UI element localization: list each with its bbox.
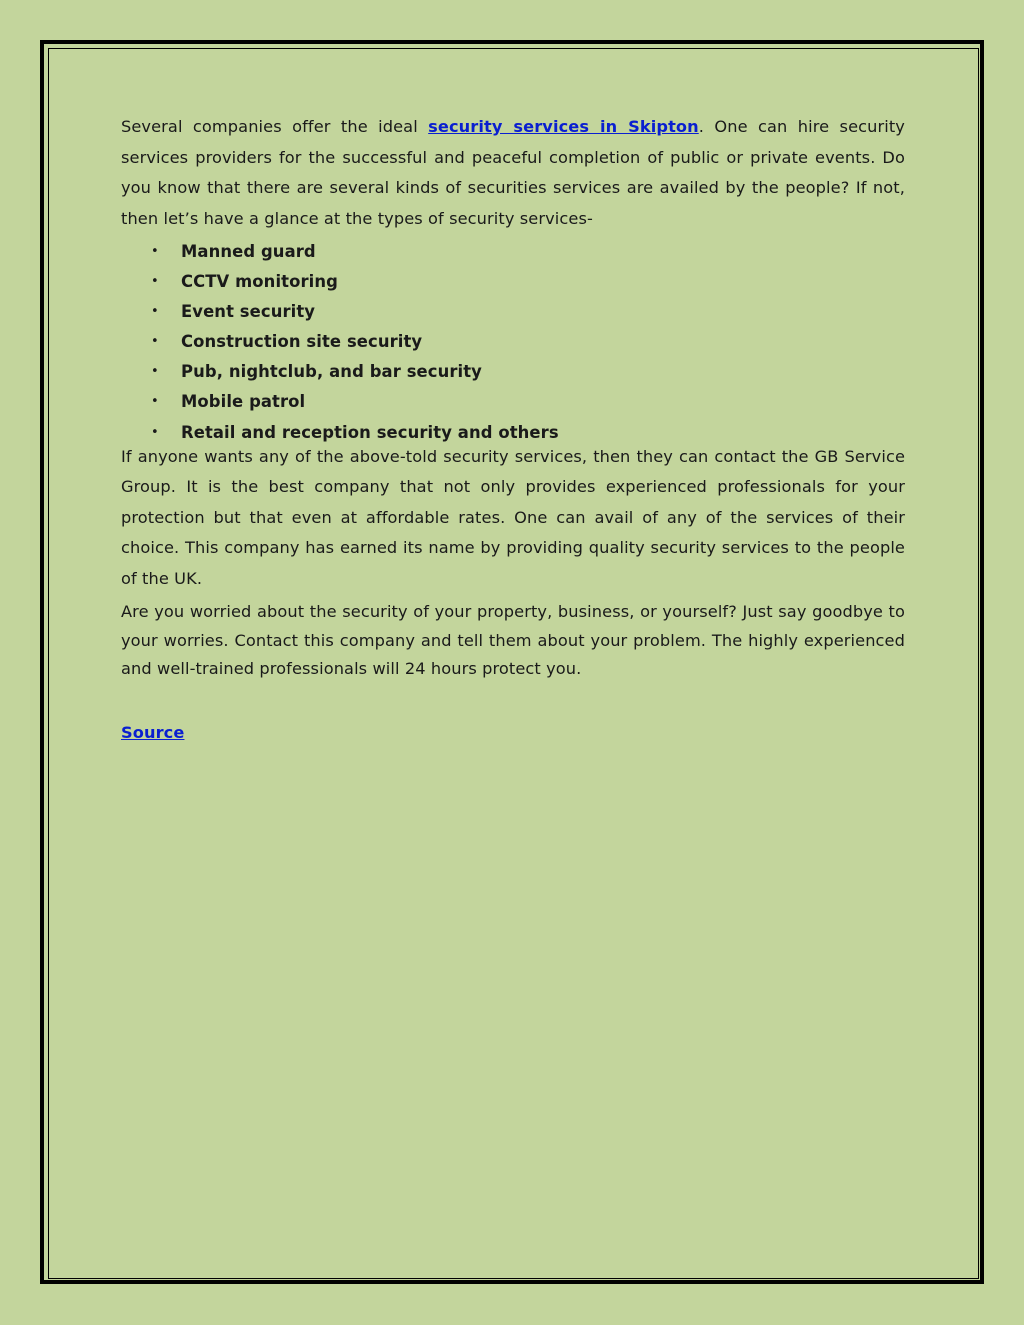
list-item-label: CCTV monitoring [181, 272, 338, 292]
bullet-icon: • [151, 394, 159, 410]
worries-paragraph: Are you worried about the security of your property, business, or yourself? Just say goodbye to your worries. Contact this company and tell them about your problem. The highly experienced and well-trained professionals will 24 hours protect you. [121, 602, 905, 679]
intro-paragraph [121, 112, 905, 234]
list-item [121, 357, 905, 387]
bullet-icon: • [151, 244, 159, 259]
list-item [121, 297, 905, 327]
list-item-label: Mobile patrol [181, 392, 306, 412]
intro-text-end: . One can hire security services providers for the successful and peaceful completion of public or private events. Do you know that there are several kinds of securities services are availed by the people? If not, then let’s have a glance at the types of security services- [121, 117, 905, 228]
list-item-label: Event security [181, 302, 316, 322]
bullet-icon: • [151, 424, 159, 440]
source-link[interactable]: Source [121, 722, 185, 742]
list-item [121, 267, 905, 297]
list-item-label: Construction site security [181, 332, 423, 352]
contact-paragraph: If anyone wants any of the above-told security services, then they can contact the GB Service Group. It is the best company that not only provides experienced professionals for your protection but that even at affordable rates. One can avail of any of the services of their choice. This company has earned its name by providing quality security services to the people of the UK. [121, 446, 905, 588]
bullet-icon: • [151, 274, 159, 290]
list-item [121, 237, 905, 267]
source-line [121, 722, 905, 744]
intro-text-start: Several companies offer the ideal [121, 117, 429, 136]
list-item-label: Pub, nightclub, and bar security [181, 362, 482, 382]
list-item [121, 418, 905, 448]
document-body [121, 112, 905, 744]
security-services-link[interactable]: security services in Skipton [428, 117, 699, 136]
list-item [121, 387, 905, 417]
bullet-icon: • [151, 364, 159, 380]
list-item-label: Retail and reception security and others [181, 422, 559, 442]
bullet-icon: • [151, 304, 159, 320]
list-item-label: Manned guard [181, 242, 316, 261]
list-item [121, 327, 905, 357]
bullet-icon: • [151, 334, 159, 350]
security-types-list [121, 237, 905, 448]
